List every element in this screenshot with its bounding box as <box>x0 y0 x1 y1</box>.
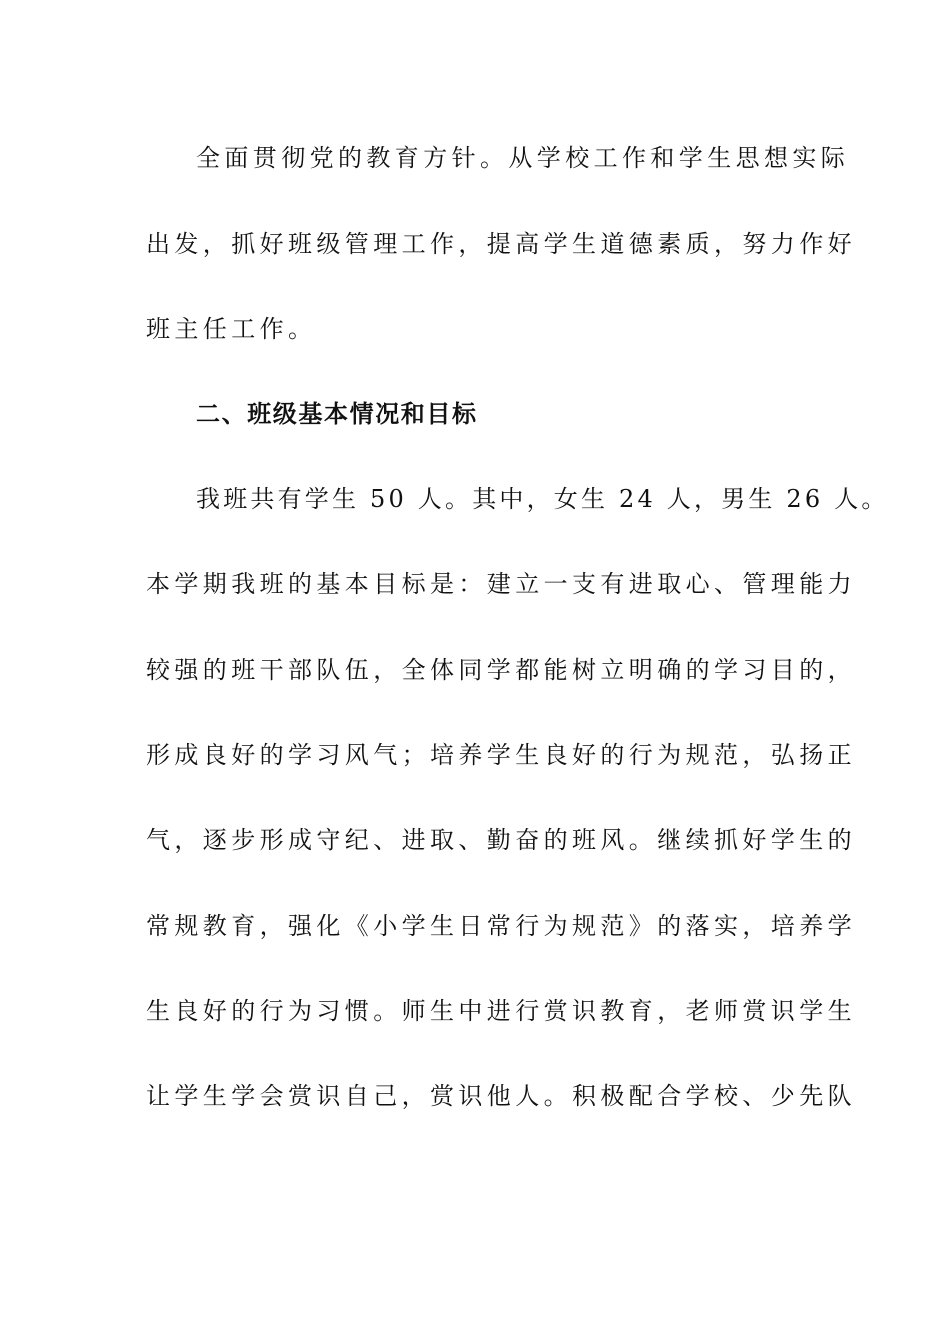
paragraph-2-line-1: 我班共有学生 50 人。其中，女生 24 人，男生 26 人。 <box>196 485 889 513</box>
paragraph-1-line-1: 全面贯彻党的教育方针。从学校工作和学生思想实际 <box>196 144 850 172</box>
paragraph-2-line-5: 气，逐步形成守纪、进取、勤奋的班风。继续抓好学生的 <box>146 826 856 854</box>
paragraph-2-line-8: 让学生学会赏识自己，赏识他人。积极配合学校、少先队 <box>146 1082 856 1110</box>
section-heading: 二、班级基本情况和目标 <box>196 400 478 428</box>
paragraph-2-line-3: 较强的班干部队伍，全体同学都能树立明确的学习目的， <box>146 656 856 684</box>
paragraph-2-line-6: 常规教育，强化《小学生日常行为规范》的落实，培养学 <box>146 912 856 940</box>
paragraph-2-line-2: 本学期我班的基本目标是：建立一支有进取心、管理能力 <box>146 570 856 598</box>
paragraph-1-line-3: 班主任工作。 <box>146 315 317 343</box>
paragraph-2-line-7: 生良好的行为习惯。师生中进行赏识教育，老师赏识学生 <box>146 997 856 1025</box>
paragraph-2-line-4: 形成良好的学习风气；培养学生良好的行为规范，弘扬正 <box>146 741 856 769</box>
paragraph-1-line-2: 出发，抓好班级管理工作，提高学生道德素质，努力作好 <box>146 230 856 258</box>
